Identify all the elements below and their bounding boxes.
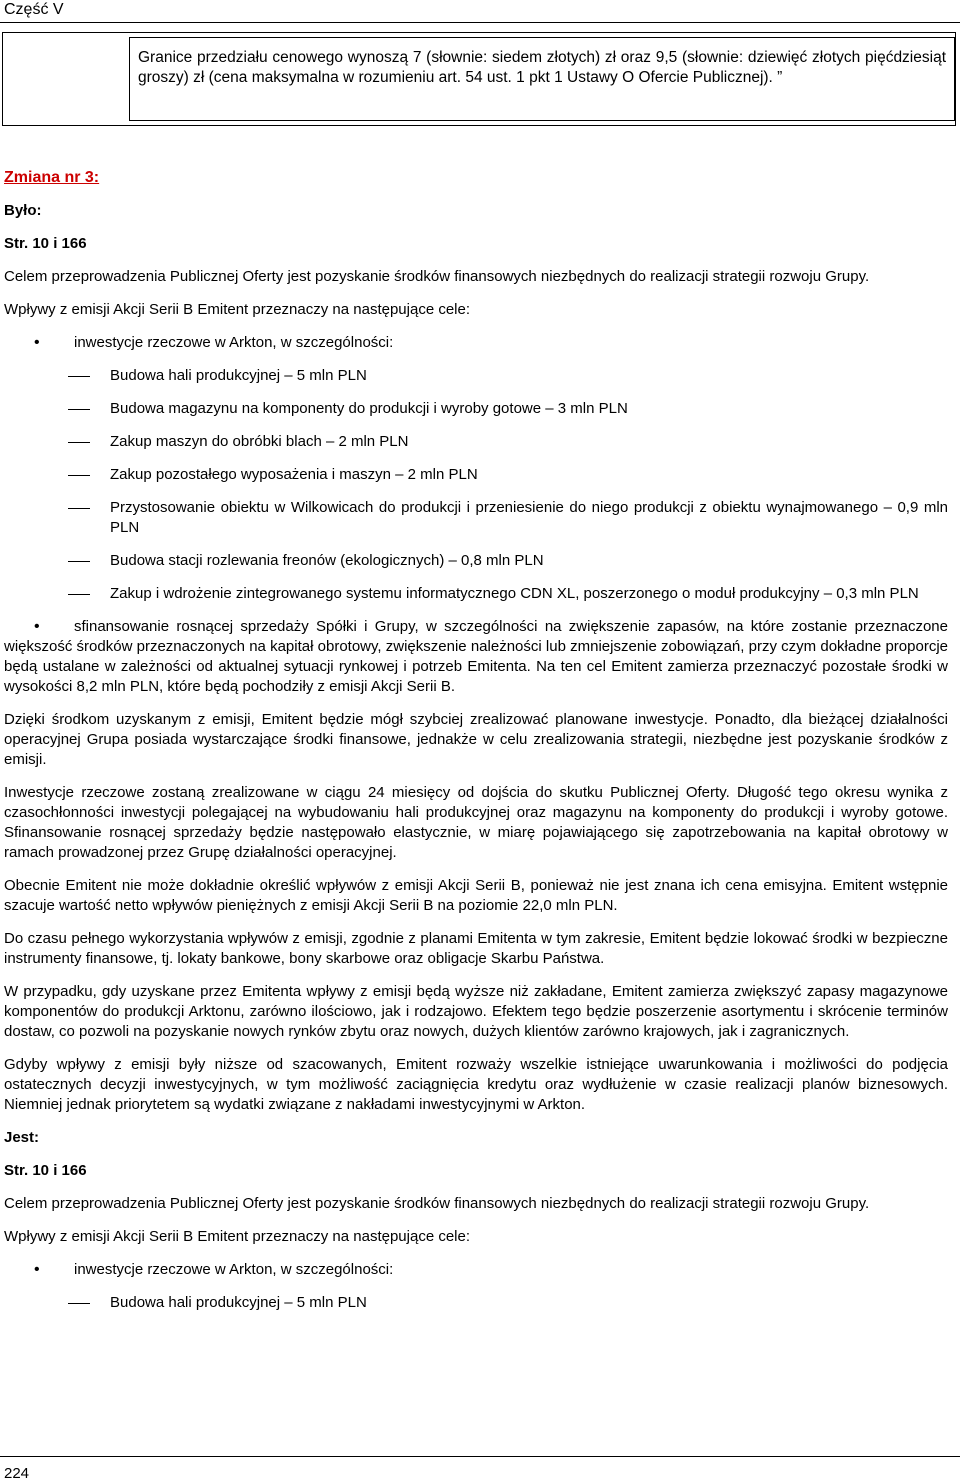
document-body [4, 168, 948, 1326]
is-intro-paragraph: Celem przeprowadzenia Publicznej Oferty jest pozyskanie środków finansowych niezbędnych do realizacji strategii rozwoju Grupy. [4, 1195, 870, 1212]
header-divider [0, 22, 960, 23]
body-paragraph: Inwestycje rzeczowe zostaną zrealizowane w ciągu 24 miesięcy od dojścia do skutku Publicznej Oferty. Długość tego okresu wynika z czasochłonności inwestycji polegającej na wybudowaniu hali produkcyjnej oraz magazynu na komponenty do produkcji i wyroby gotowe. Sfinansowanie rosnącej sprzedaży będzie następowało elastycznie, w miarę pojawiającego się zapotrzebowania na kapitał obrotowy w ramach prowadzonej przez Grupę działalności operacyjnej. [4, 784, 948, 861]
proceeds-intro: Wpływy z emisji Akcji Serii B Emitent przeznaczy na następujące cele: [4, 301, 471, 318]
list-item: Zakup i wdrożenie zintegrowanego systemu informatycznego CDN XL, poszerzonego o moduł produkcyjny – 0,3 mln PLN [4, 584, 948, 604]
body-paragraph: Obecnie Emitent nie może dokładnie określić wpływów z emisji Akcji Serii B, ponieważ nie jest znana ich cena emisyjna. Emitent wstępnie szacuje wartość netto wpływów pieniężnych z emisji Akcji Serii B na poziomie 22,0 mln PLN. [4, 877, 948, 914]
page-reference: Str. 10 i 166 [4, 235, 87, 252]
is-page-reference: Str. 10 i 166 [4, 1162, 87, 1179]
body-paragraph: Do czasu pełnego wykorzystania wpływów z emisji, zgodnie z planami Emitenta w tym zakresie, Emitent będzie lokować środki w bezpieczne instrumenty finansowe, tj. lokaty bankowe, bony skarbowe oraz obligacje Skarbu Państwa. [4, 930, 948, 967]
list-item: Budowa stacji rozlewania freonów (ekologicznych) – 0,8 mln PLN [4, 551, 948, 571]
body-paragraph: Gdyby wpływy z emisji były niższe od szacowanych, Emitent rozważy wszelkie istniejące uwarunkowania i możliwości do podjęcia ostatecznych decyzji inwestycyjnych, w tym możliwość zaciągnięcia kredytu oraz wydłużenie w czasie realizacji planów biznesowych. Niemniej jednak priorytetem są wydatki związane z nakładami inwestycyjnymi w Arkton. [4, 1056, 948, 1113]
quote-box-text: Granice przedziału cenowego wynoszą 7 (słownie: siedem złotych) zł oraz 9,5 (słownie: dziewięć złotych pięćdziesiąt groszy) zł (cena maksymalna w rozumieniu art. 54 ust. 1 pkt 1 Ustawy O Ofercie Publicznej). ” [129, 37, 955, 121]
bullet-investments: • inwestycje rzeczowe w Arkton, w szczególności: [4, 333, 948, 353]
list-item: Budowa hali produkcyjnej – 5 mln PLN [4, 1293, 948, 1313]
list-item: Budowa magazynu na komponenty do produkcji i wyroby gotowe – 3 mln PLN [4, 399, 948, 419]
page-number: 224 [4, 1465, 30, 1482]
footer-divider [0, 1456, 960, 1457]
was-label: Było: [4, 202, 42, 219]
intro-paragraph: Celem przeprowadzenia Publicznej Oferty jest pozyskanie środków finansowych niezbędnych do realizacji strategii rozwoju Grupy. [4, 268, 870, 285]
list-item: Przystosowanie obiektu w Wilkowicach do produkcji i przeniesienie do niego produkcji z obiektu wynajmowanego – 0,9 mln PLN [4, 498, 948, 538]
is-proceeds-intro: Wpływy z emisji Akcji Serii B Emitent przeznaczy na następujące cele: [4, 1228, 471, 1245]
list-item: Zakup maszyn do obróbki blach – 2 mln PLN [4, 432, 948, 452]
bullet-sales-financing: • sfinansowanie rosnącej sprzedaży Spółki i Grupy, w szczególności na zwiększenie zapasów, na które zostanie przeznaczone większość środków przeznaczonych na kapitał obrotowy, zwiększenie należności lub zmniejszenie zobowiązań, przy czym dokładne proporcje będą ustalane w zależności od aktualnej sytuacji rynkowej i potrzeb Emitenta. Na ten cel Emitent zamierza przeznaczyć pozostałe środki w wysokości 8,2 mln PLN, które będą pochodziły z emisji Akcji Serii B. [4, 617, 948, 697]
change-title: Zmiana nr 3: [4, 169, 100, 186]
is-bullet-investments: • inwestycje rzeczowe w Arkton, w szczególności: [4, 1260, 948, 1280]
list-item: Budowa hali produkcyjnej – 5 mln PLN [4, 366, 948, 386]
is-label: Jest: [4, 1129, 40, 1146]
list-item: Zakup pozostałego wyposażenia i maszyn – 2 mln PLN [4, 465, 948, 485]
body-paragraph: W przypadku, gdy uzyskane przez Emitenta wpływy z emisji będą wyższe niż zakładane, Emitent zamierza zwiększyć zapasy magazynowe komponentów do produkcji Arktonu, zarówno ilościowo, jak i rodzajowo. Efektem tego będzie poszerzenie asortymentu i skrócenie terminów dostaw, co pozwoli na pozyskanie nowych rynków zbytu oraz nowych, dużych klientów zarówno krajowych, jak i zagranicznych. [4, 983, 948, 1040]
page-header-part: Część V [4, 1, 64, 18]
quote-box-outer [2, 32, 956, 126]
body-paragraph: Dzięki środkom uzyskanym z emisji, Emitent będzie mógł szybciej zrealizować planowane inwestycje. Ponadto, dla bieżącej działalności operacyjnej Grupa posiada wystarczające środki finansowe, jednakże w celu zrealizowania strategii, niezbędne jest pozyskanie środków z emisji. [4, 711, 948, 768]
